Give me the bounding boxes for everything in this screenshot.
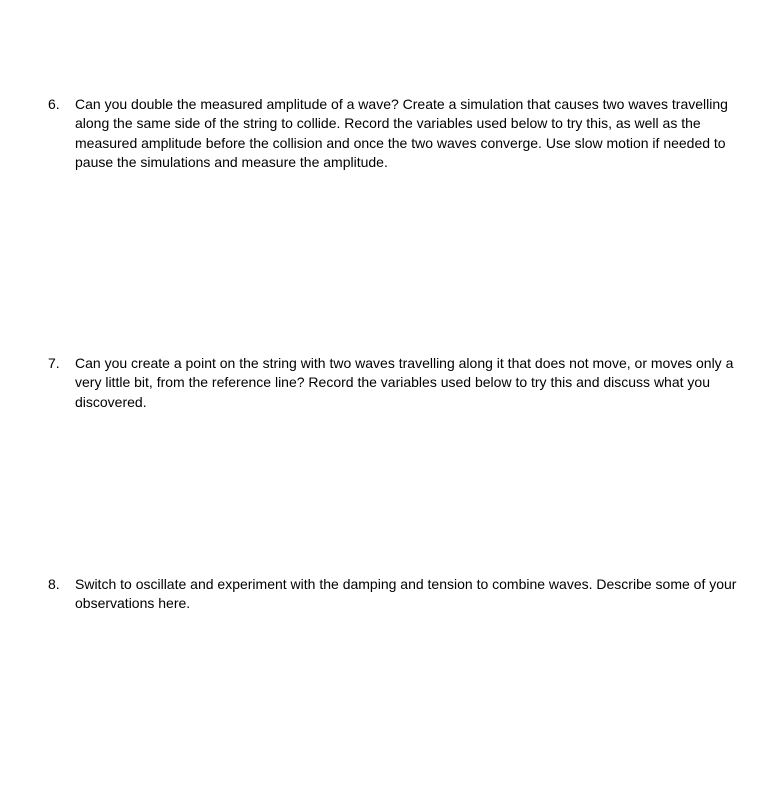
question-number: 7.: [48, 355, 60, 371]
question-text: Can you double the measured amplitude of a wave? Create a simulation that causes two waves travelling along the same side of the string to collide. Record the variables used below to try this, as well as the measured amplitude before the collision and once the two waves converge. Use slow motion if needed to pause the simulations and measure the amplitude.: [75, 96, 728, 170]
question-number: 6.: [48, 96, 60, 112]
question-text: Can you create a point on the string with two waves travelling along it that does not move, or moves only a very little bit, from the reference line? Record the variables used below to try this and discuss what you discovered.: [75, 355, 734, 410]
question-number: 8.: [48, 576, 60, 592]
question-text: Switch to oscillate and experiment with the damping and tension to combine waves. Describe some of your observations here.: [75, 576, 737, 612]
